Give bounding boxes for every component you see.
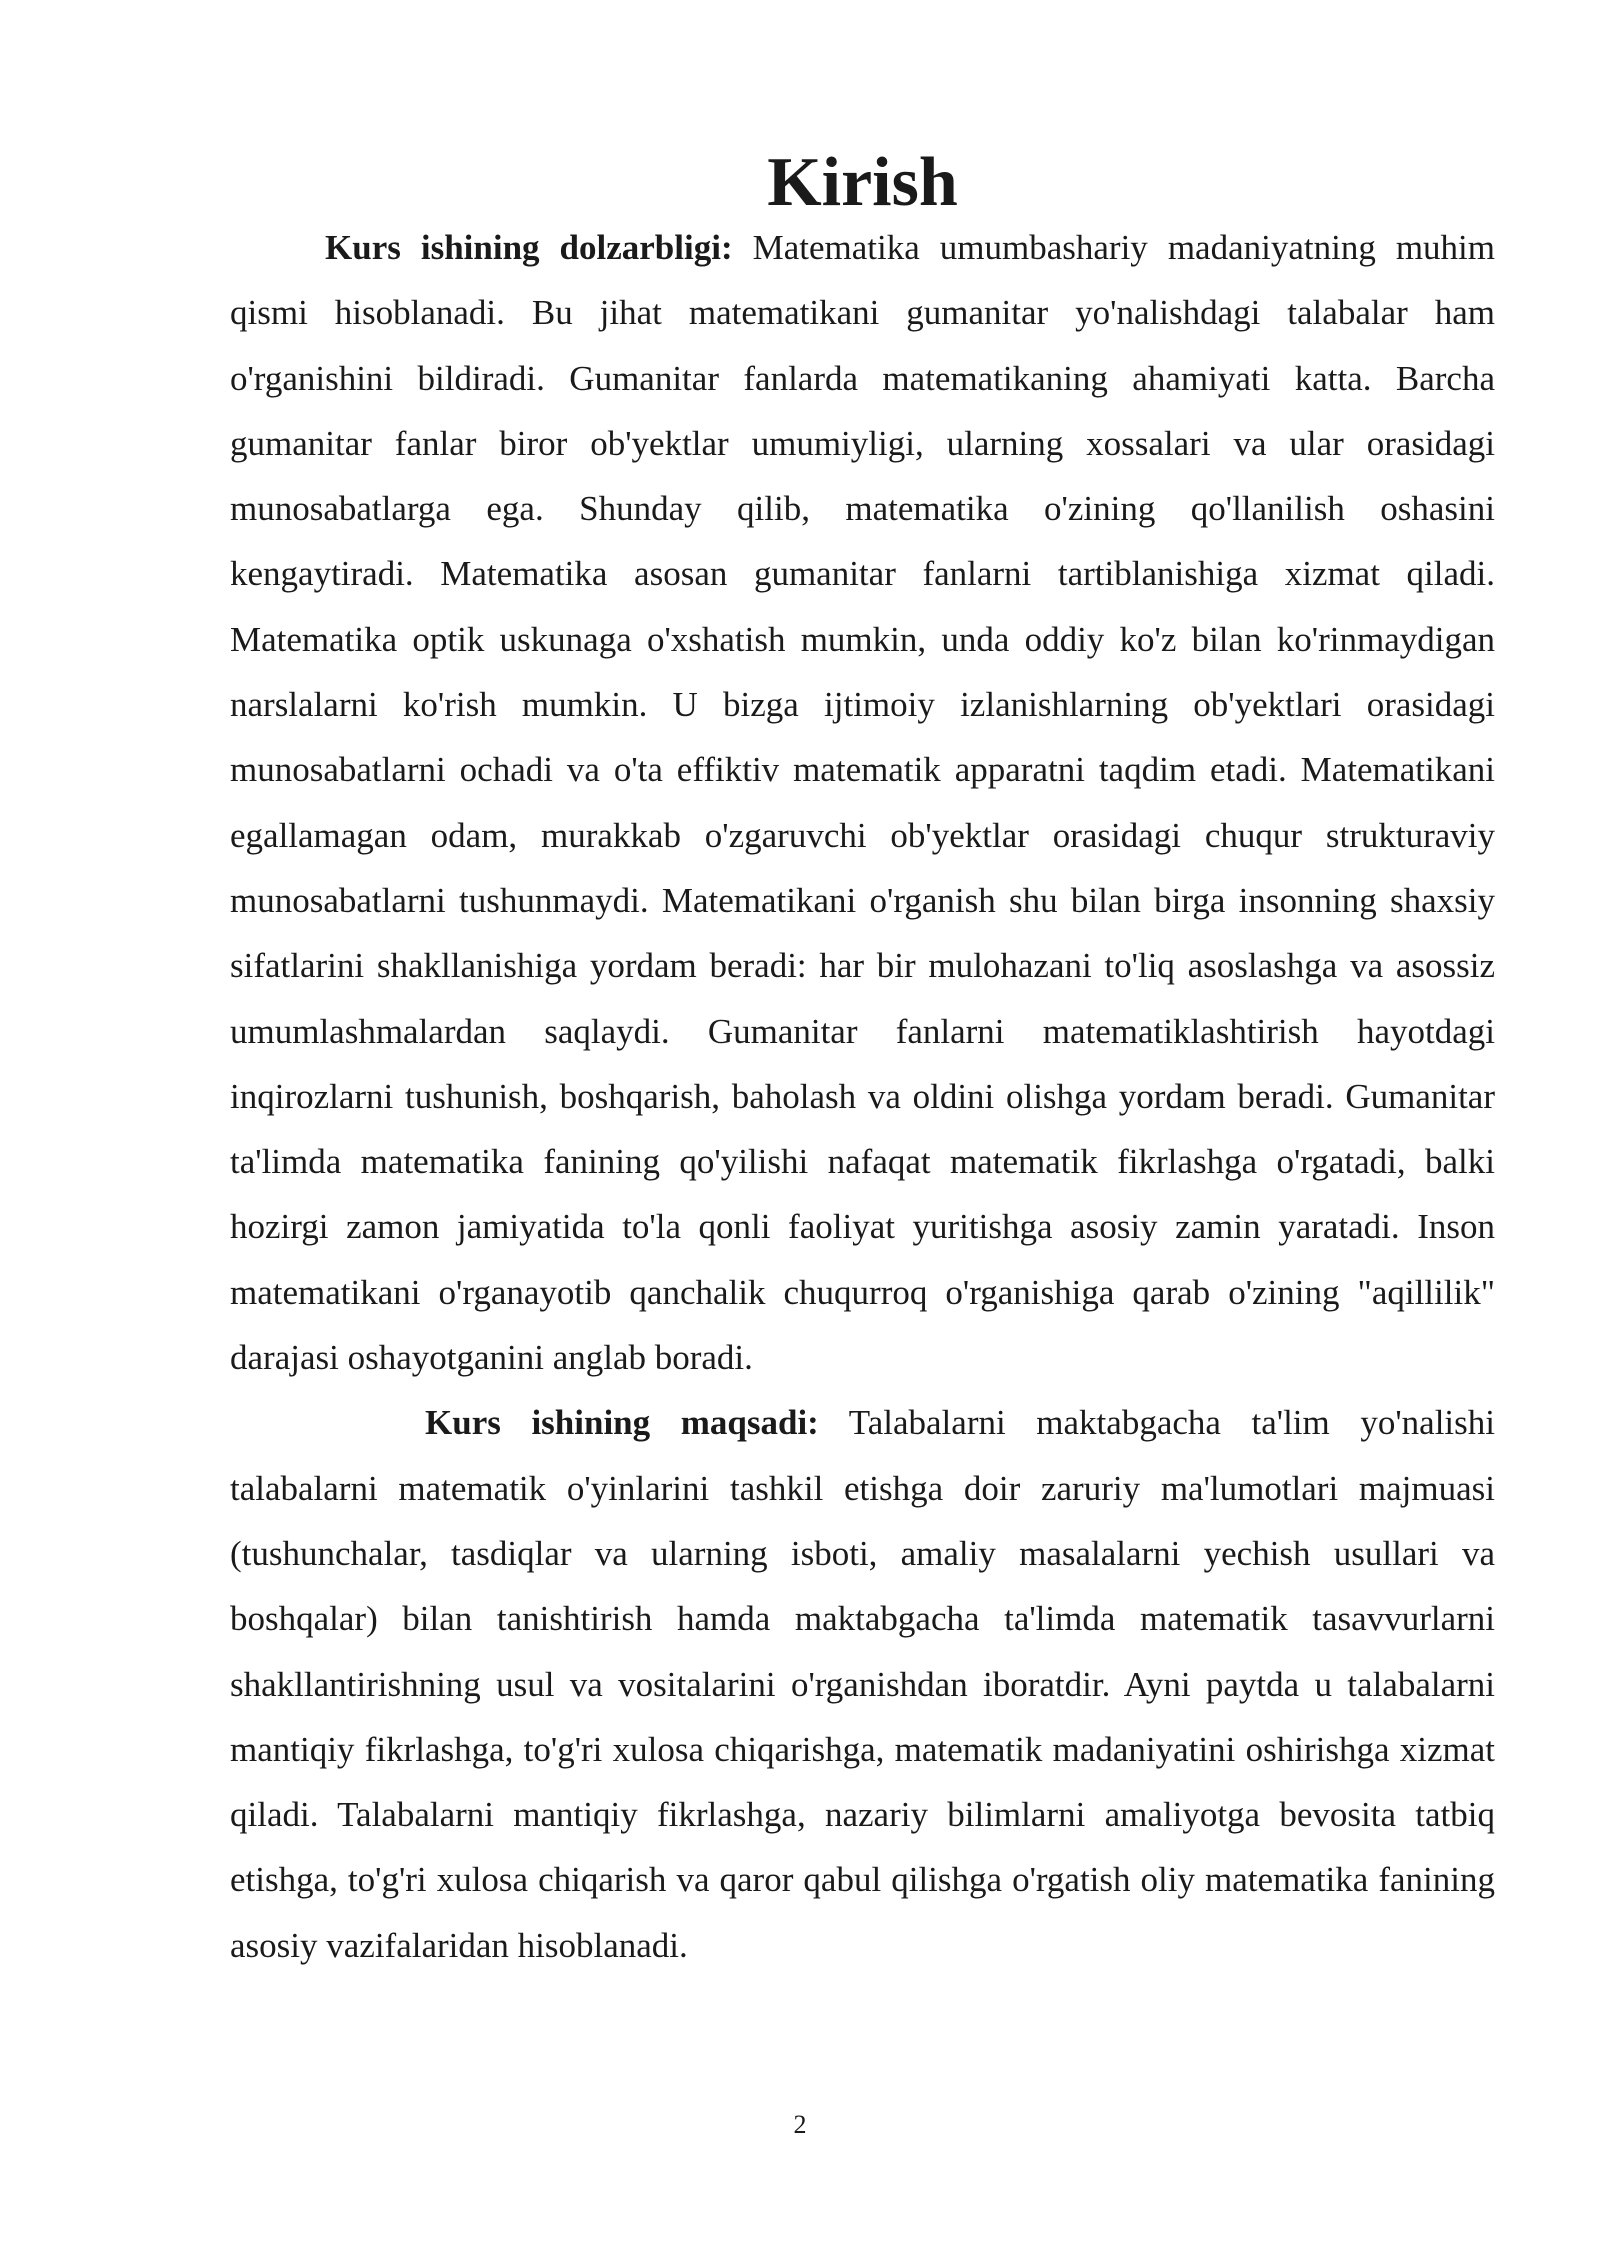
paragraph-body-relevance: Matematika umumbashariy madaniyatning muhim qismi hisoblanadi. Bu jihat matematikani gumanitar yo'nalishdagi talabalar ham o'rganishini bildiradi. Gumanitar fanlarda matematikaning ahamiyati katta. Barcha gumanitar fanlar biror ob'yektlar umumiyligi, ularning xossalari va ular orasidagi munosabatlarga ega. Shunday qilib, matematika o'zining qo'llanilish oshasini kengaytiradi. Matematika asosan gumanitar fanlarni tartiblanishiga xizmat qiladi. Matematika optik uskunaga o'xshatish mumkin, unda oddiy ko'z bilan ko'rinmaydigan narslalarni ko'rish mumkin. U bizga ijtimoiy izlanishlarning ob'yektlari orasidagi munosabatlarni ochadi va o'ta effiktiv matematik apparatni taqdim etadi. Matematikani egallamagan odam, murakkab o'zgaruvchi ob'yektlar orasidagi chuqur strukturaviy munosabatlarni tushunmaydi. Matematikani o'rganish shu bilan birga insonning shaxsiy sifatlarini shakllanishiga yordam beradi: har bir mulohazani to'liq asoslashga va asossiz umumlashmalardan saqlaydi. Gumanitar fanlarni matematiklashtirish hayotdagi inqirozlarni tushunish, boshqarish, baholash va oldini olishga yordam beradi. Gumanitar ta'limda matematika fanining qo'yilishi nafaqat matematik fikrlashga o'rgatadi, balki hozirgi zamon jamiyatida to'la qonli faoliyat yuritishga asosiy zamin yaratadi. Inson matematikani o'rganayotib qanchalik chuqurroq o'rganishiga qarab o'zining "aqillilik" darajasi oshayotganini anglab boradi.: [230, 228, 1495, 1378]
paragraph-relevance: [230, 215, 1495, 1390]
section-heading: Kirish: [767, 144, 958, 221]
paragraph-lead-relevance: Kurs ishining dolzarbligi:: [325, 228, 733, 267]
paragraph-lead-goal: Kurs ishining maqsadi:: [425, 1403, 819, 1443]
paragraph-goal: [230, 1390, 1495, 1978]
page-content: [230, 144, 1495, 1978]
page-number: 2: [793, 2110, 807, 2139]
paragraph-body-goal: Talabalarni maktabgacha ta'lim yo'nalishi talabalarni matematik o'yinlarini tashkil etishga doir zaruriy ma'lumotlari majmuasi (tushunchalar, tasdiqlar va ularning isboti, amaliy masalalarni yechish usullari va boshqalar) bilan tanishtirish hamda maktabgacha ta'limda matematik tasavvurlarni shakllantirishning usul va vositalarini o'rganishdan iboratdir. Ayni paytda u talabalarni mantiqiy fikrlashga, to'g'ri xulosa chiqarishga, matematik madaniyatini oshirishga xizmat qiladi. Talabalarni mantiqiy fikrlashga, nazariy bilimlarni amaliyotga bevosita tatbiq etishga, to'g'ri xulosa chiqarish va qaror qabul qilishga o'rgatish oliy matematika fanining asosiy vazifalaridan hisoblanadi.: [230, 1403, 1495, 1965]
